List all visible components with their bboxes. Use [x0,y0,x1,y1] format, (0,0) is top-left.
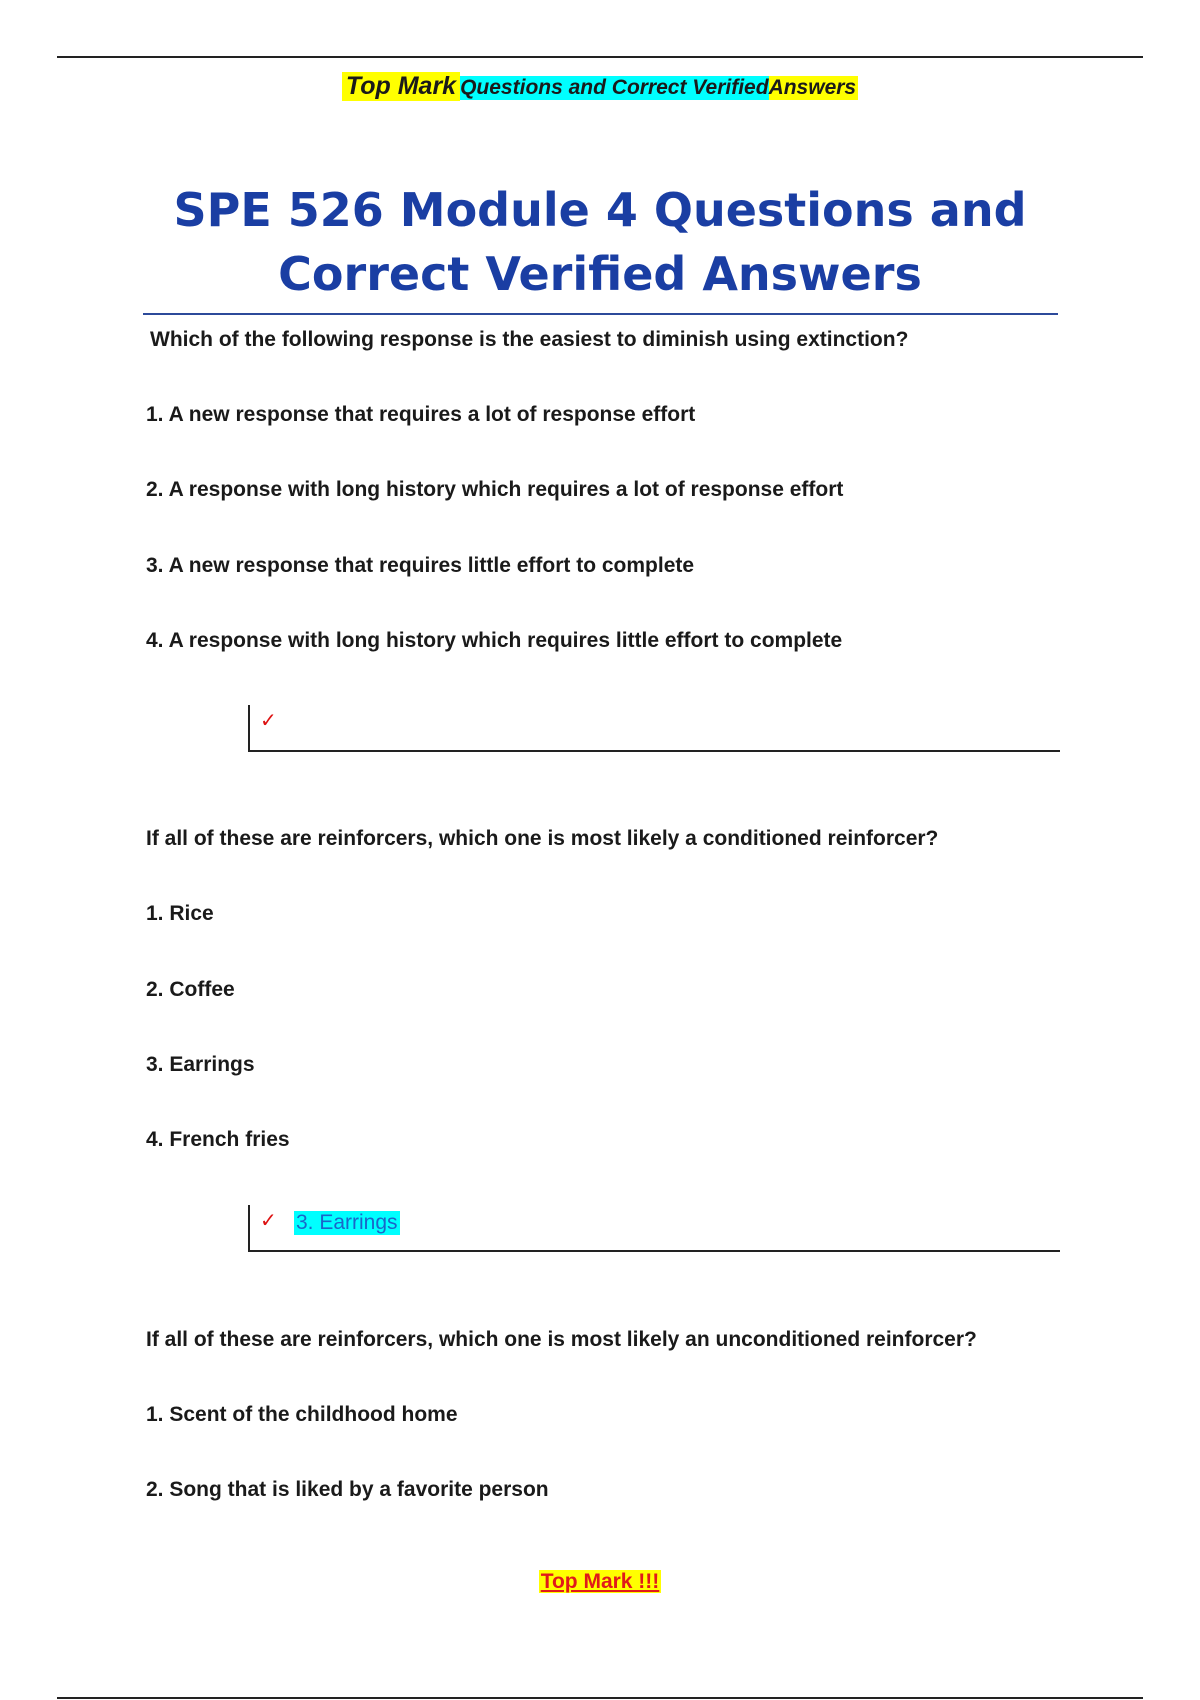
question-2-answer: 3. Earrings [296,1211,398,1234]
question-3-option-2: 2. Song that is liked by a favorite person [146,1478,549,1501]
question-2-answer-box [248,1205,1060,1252]
header-brand: Top Mark [342,72,460,101]
page-header [0,72,1200,101]
question-2-option-2: 2. Coffee [146,978,235,1001]
question-2-text: If all of these are reinforcers, which one is most likely a conditioned reinforcer? [146,827,939,850]
header-tagline-end: Answers [768,76,857,99]
header-tagline: Questions and Correct Verified [460,76,769,99]
title-underline [143,313,1058,315]
question-1-option-4: 4. A response with long history which requires little effort to complete [146,629,843,652]
question-2-option-1: 1. Rice [146,902,214,925]
title-line-2: Correct Verified Answers [278,247,922,301]
question-1-option-2: 2. A response with long history which requires a lot of response effort [146,478,844,501]
question-1-text: Which of the following response is the easiest to diminish using extinction? [150,328,909,351]
question-3-option-1: 1. Scent of the childhood home [146,1403,458,1426]
top-rule [57,56,1143,58]
question-3-text: If all of these are reinforcers, which one is most likely an unconditioned reinforcer? [146,1328,977,1351]
question-1-option-3: 3. A new response that requires little effort to complete [146,554,695,577]
title-line-1: SPE 526 Module 4 Questions and [173,183,1027,237]
footer-label: Top Mark !!! [540,1570,660,1593]
check-mark-icon: ✓ [260,710,277,732]
bottom-rule [57,1697,1143,1699]
question-1-answer-box [248,705,1060,752]
question-2-option-3: 3. Earrings [146,1053,255,1076]
check-mark-icon: ✓ [260,1210,277,1232]
page-title [0,178,1200,306]
question-1-option-1: 1. A new response that requires a lot of response effort [146,403,696,426]
question-2-option-4: 4. French fries [146,1128,290,1151]
page-footer [0,1570,1200,1594]
